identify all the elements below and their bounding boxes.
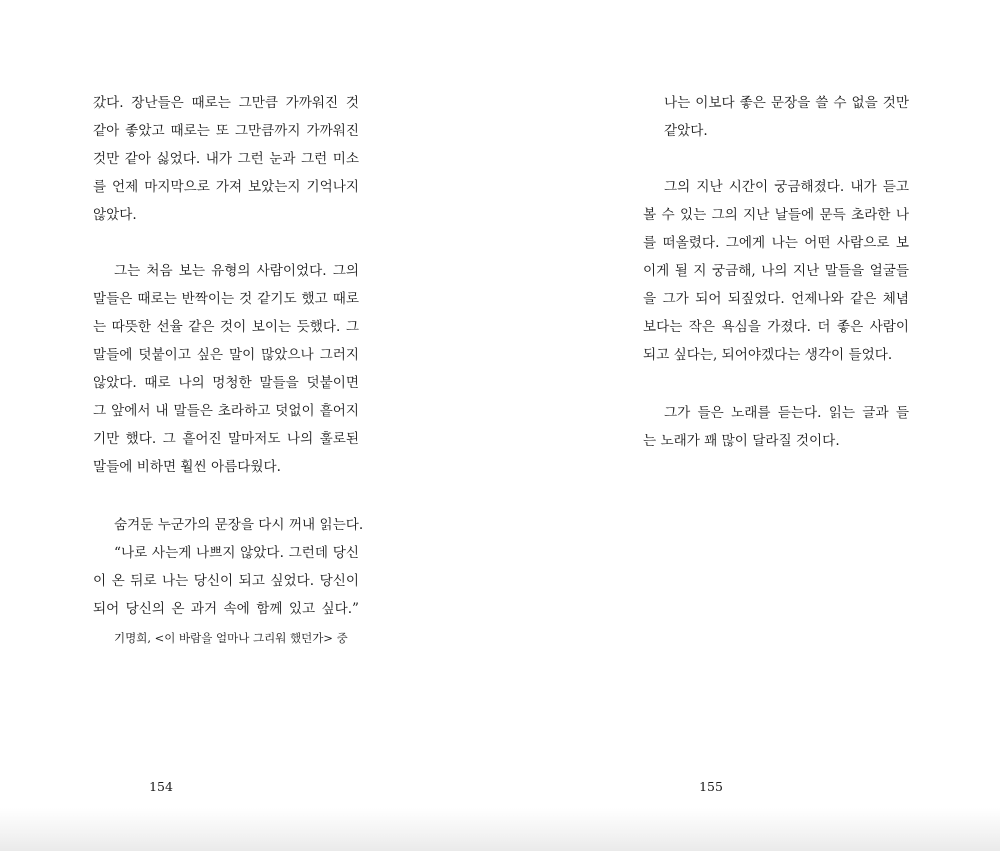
quote-line: 되어 당신의 온 과거 속에 함께 있고 싶다.” bbox=[93, 601, 359, 617]
page-number: 154 bbox=[149, 779, 173, 794]
text-line: 그 앞에서 내 말들은 초라하고 덧없이 흩어지 bbox=[93, 403, 359, 419]
quote-line: “나로 사는게 나쁘지 않았다. 그런데 당신 bbox=[114, 545, 359, 561]
text-line: 것만 같아 싫었다. 내가 그런 눈과 그런 미소 bbox=[93, 151, 359, 167]
text-line: 기만 했다. 그 흩어진 말마저도 나의 훌로된 bbox=[93, 431, 359, 447]
text-line: 보다는 작은 욕심을 가졌다. 더 좋은 사람이 bbox=[643, 319, 909, 335]
text-line: 않았다. bbox=[93, 207, 137, 223]
text-line: 를 언제 마지막으로 가져 보았는지 기억나지 bbox=[93, 179, 359, 195]
text-line: 그가 들은 노래를 듣는다. 읽는 글과 들 bbox=[664, 405, 909, 421]
text-line: 볼 수 있는 그의 지난 날들에 문득 초라한 나 bbox=[643, 207, 909, 223]
text-line: 그는 처음 보는 유형의 사람이었다. 그의 bbox=[114, 263, 359, 279]
text-line: 갔다. 장난들은 때로는 그만큼 가까워진 것 bbox=[93, 95, 359, 111]
text-line: 를 떠올렸다. 그에게 나는 어떤 사람으로 보 bbox=[643, 235, 909, 251]
text-line: 숨겨둔 누군가의 문장을 다시 꺼내 읽는다. bbox=[114, 517, 364, 533]
text-line: 않았다. 때로 나의 멍청한 말들을 덧붙이면 bbox=[93, 375, 359, 391]
right-page bbox=[500, 0, 1000, 851]
text-line: 말들에 비하면 훨씬 아름다웠다. bbox=[93, 459, 281, 475]
text-line: 그의 지난 시간이 궁금해졌다. 내가 듣고 bbox=[664, 179, 909, 195]
text-line: 는 노래가 꽤 많이 달라질 것이다. bbox=[643, 433, 840, 449]
text-line: 같아 좋았고 때로는 또 그만큼까지 가까워진 bbox=[93, 123, 359, 139]
text-line: 나는 이보다 좋은 문장을 쓸 수 없을 것만 bbox=[664, 95, 909, 111]
text-line: 는 따뜻한 선율 같은 것이 보이는 듯했다. 그 bbox=[93, 319, 359, 335]
quote-line: 이 온 뒤로 나는 당신이 되고 싶었다. 당신이 bbox=[93, 573, 359, 589]
text-line: 되고 싶다는, 되어야겠다는 생각이 들었다. bbox=[643, 347, 893, 363]
text-line: 같았다. bbox=[664, 123, 708, 139]
quote-citation: 기명희, <이 바람을 얼마나 그리워 했던가> 중 bbox=[114, 631, 348, 645]
text-line: 이게 될 지 궁금해, 나의 지난 말들을 얼굴들 bbox=[643, 263, 909, 279]
page-bottom-shadow bbox=[0, 808, 1000, 851]
text-line: 을 그가 되어 되짚었다. 언제나와 같은 체념 bbox=[643, 291, 909, 307]
text-line: 말들에 덧붙이고 싶은 말이 많았으나 그러지 bbox=[93, 347, 359, 363]
page-number: 155 bbox=[699, 779, 723, 794]
text-line: 말들은 때로는 반짝이는 것 같기도 했고 때로 bbox=[93, 291, 359, 307]
